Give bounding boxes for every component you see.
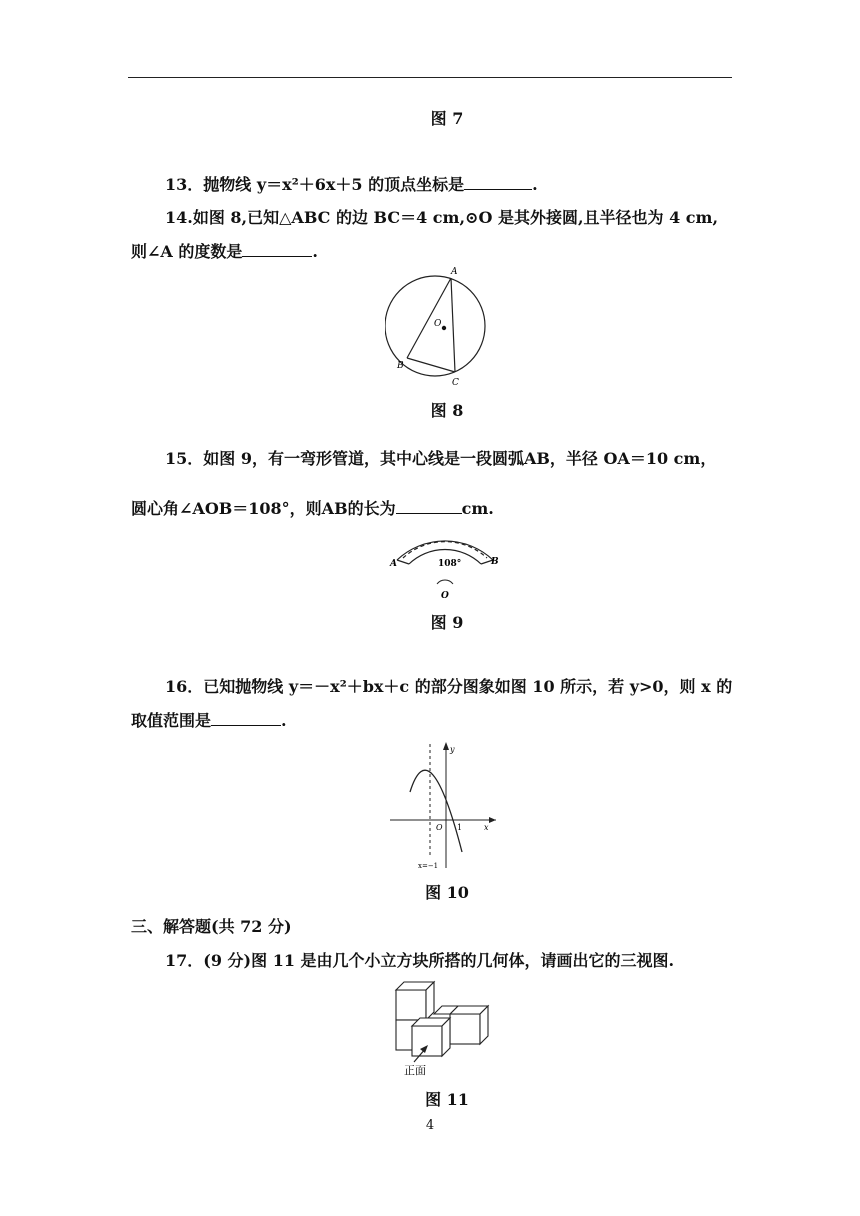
label-b: B	[397, 361, 404, 371]
q16-answer-blank[interactable]	[211, 711, 281, 726]
x-axis-arrow	[489, 817, 496, 823]
figure-10-caption: 图 10	[425, 883, 469, 902]
figure-8-caption: 图 8	[430, 401, 464, 420]
label-o: O	[441, 591, 449, 601]
figure-10-parabola-graph	[388, 740, 503, 872]
label-o: O	[434, 319, 442, 329]
q17-text: (9 分)图 11 是由几个小立方块所搭的几何体，请画出它的三视图.	[203, 951, 675, 970]
label-x: x	[484, 823, 489, 832]
q13-number: 13．	[165, 175, 204, 194]
side-ac	[451, 278, 455, 372]
center-point	[442, 326, 446, 330]
y-axis-arrow	[443, 742, 449, 750]
label-one: 1	[457, 823, 463, 832]
q15-line1: 如图 9，有一弯形管道，其中心线是一段圆弧AB，半径 OA＝10 cm，	[203, 449, 717, 468]
q15-line2: 圆心角∠AOB＝108°，则AB的长为	[131, 499, 396, 518]
question-17	[165, 948, 674, 971]
q13-end: .	[532, 175, 538, 194]
question-15-line-1	[165, 446, 716, 469]
pipe-end-a	[397, 560, 409, 564]
cube-right-front	[450, 1014, 480, 1044]
q13-pre: 抛物线	[203, 175, 257, 194]
figure-7-caption: 图 7	[430, 109, 464, 128]
label-a: A	[390, 559, 397, 569]
angle-label: 108°	[438, 559, 462, 569]
q15-number: 15．	[165, 449, 204, 468]
section-3-title: 三、解答题(共 72 分)	[131, 917, 292, 936]
outer-arc	[397, 541, 493, 560]
side-bc	[407, 358, 455, 372]
q14-line1: 如图 8,已知△ABC 的边 BC＝4 cm,⊙O 是其外接圆,且半径也为 4 cm,	[192, 208, 719, 227]
q14-end: .	[312, 242, 318, 261]
q16-end: .	[281, 711, 287, 730]
q13-formula: y＝x²＋6x＋5	[256, 175, 363, 194]
q16-number: 16．	[165, 677, 204, 696]
q14-answer-blank[interactable]	[242, 242, 312, 257]
figure-11-cube-stack	[388, 976, 500, 1080]
label-axis-equation: x=−1	[418, 862, 439, 870]
angle-arc	[437, 580, 453, 584]
figure-9-caption: 图 9	[430, 613, 464, 632]
question-16-line-1	[165, 674, 732, 697]
q17-number: 17．	[165, 951, 204, 970]
label-a: A	[451, 267, 458, 277]
front-label: 正面	[404, 1064, 426, 1077]
q16-line1: 已知抛物线 y＝－x²＋bx＋c 的部分图象如图 10 所示，若 y>0，则 x 的	[203, 677, 733, 696]
figure-8-circle-diagram	[385, 262, 505, 392]
page-number: 4	[425, 1118, 435, 1133]
question-14-line-2	[131, 239, 318, 262]
question-16-line-2	[131, 708, 287, 731]
q13-answer-blank[interactable]	[464, 175, 532, 190]
q16-line2: 取值范围是	[131, 711, 212, 730]
q15-end: cm.	[461, 499, 494, 518]
label-origin: O	[436, 823, 443, 832]
parabola-curve	[410, 770, 462, 852]
cube-front	[412, 1026, 442, 1056]
cube-top-left-front	[396, 990, 426, 1020]
q14-line2: 则∠A 的度数是	[131, 242, 243, 261]
label-y: y	[450, 745, 455, 754]
question-15-line-2	[131, 496, 494, 519]
q14-number: 14.	[165, 208, 193, 227]
side-ab	[407, 278, 451, 358]
label-b: B	[491, 557, 499, 567]
question-14-line-1	[165, 205, 718, 228]
figure-11-caption: 图 11	[425, 1090, 469, 1109]
label-c: C	[452, 378, 459, 388]
header-rule	[128, 77, 732, 78]
question-13	[165, 172, 538, 195]
figure-9-pipe-diagram	[385, 520, 505, 602]
q13-post: 的顶点坐标是	[362, 175, 465, 194]
q15-answer-blank[interactable]	[396, 499, 462, 514]
